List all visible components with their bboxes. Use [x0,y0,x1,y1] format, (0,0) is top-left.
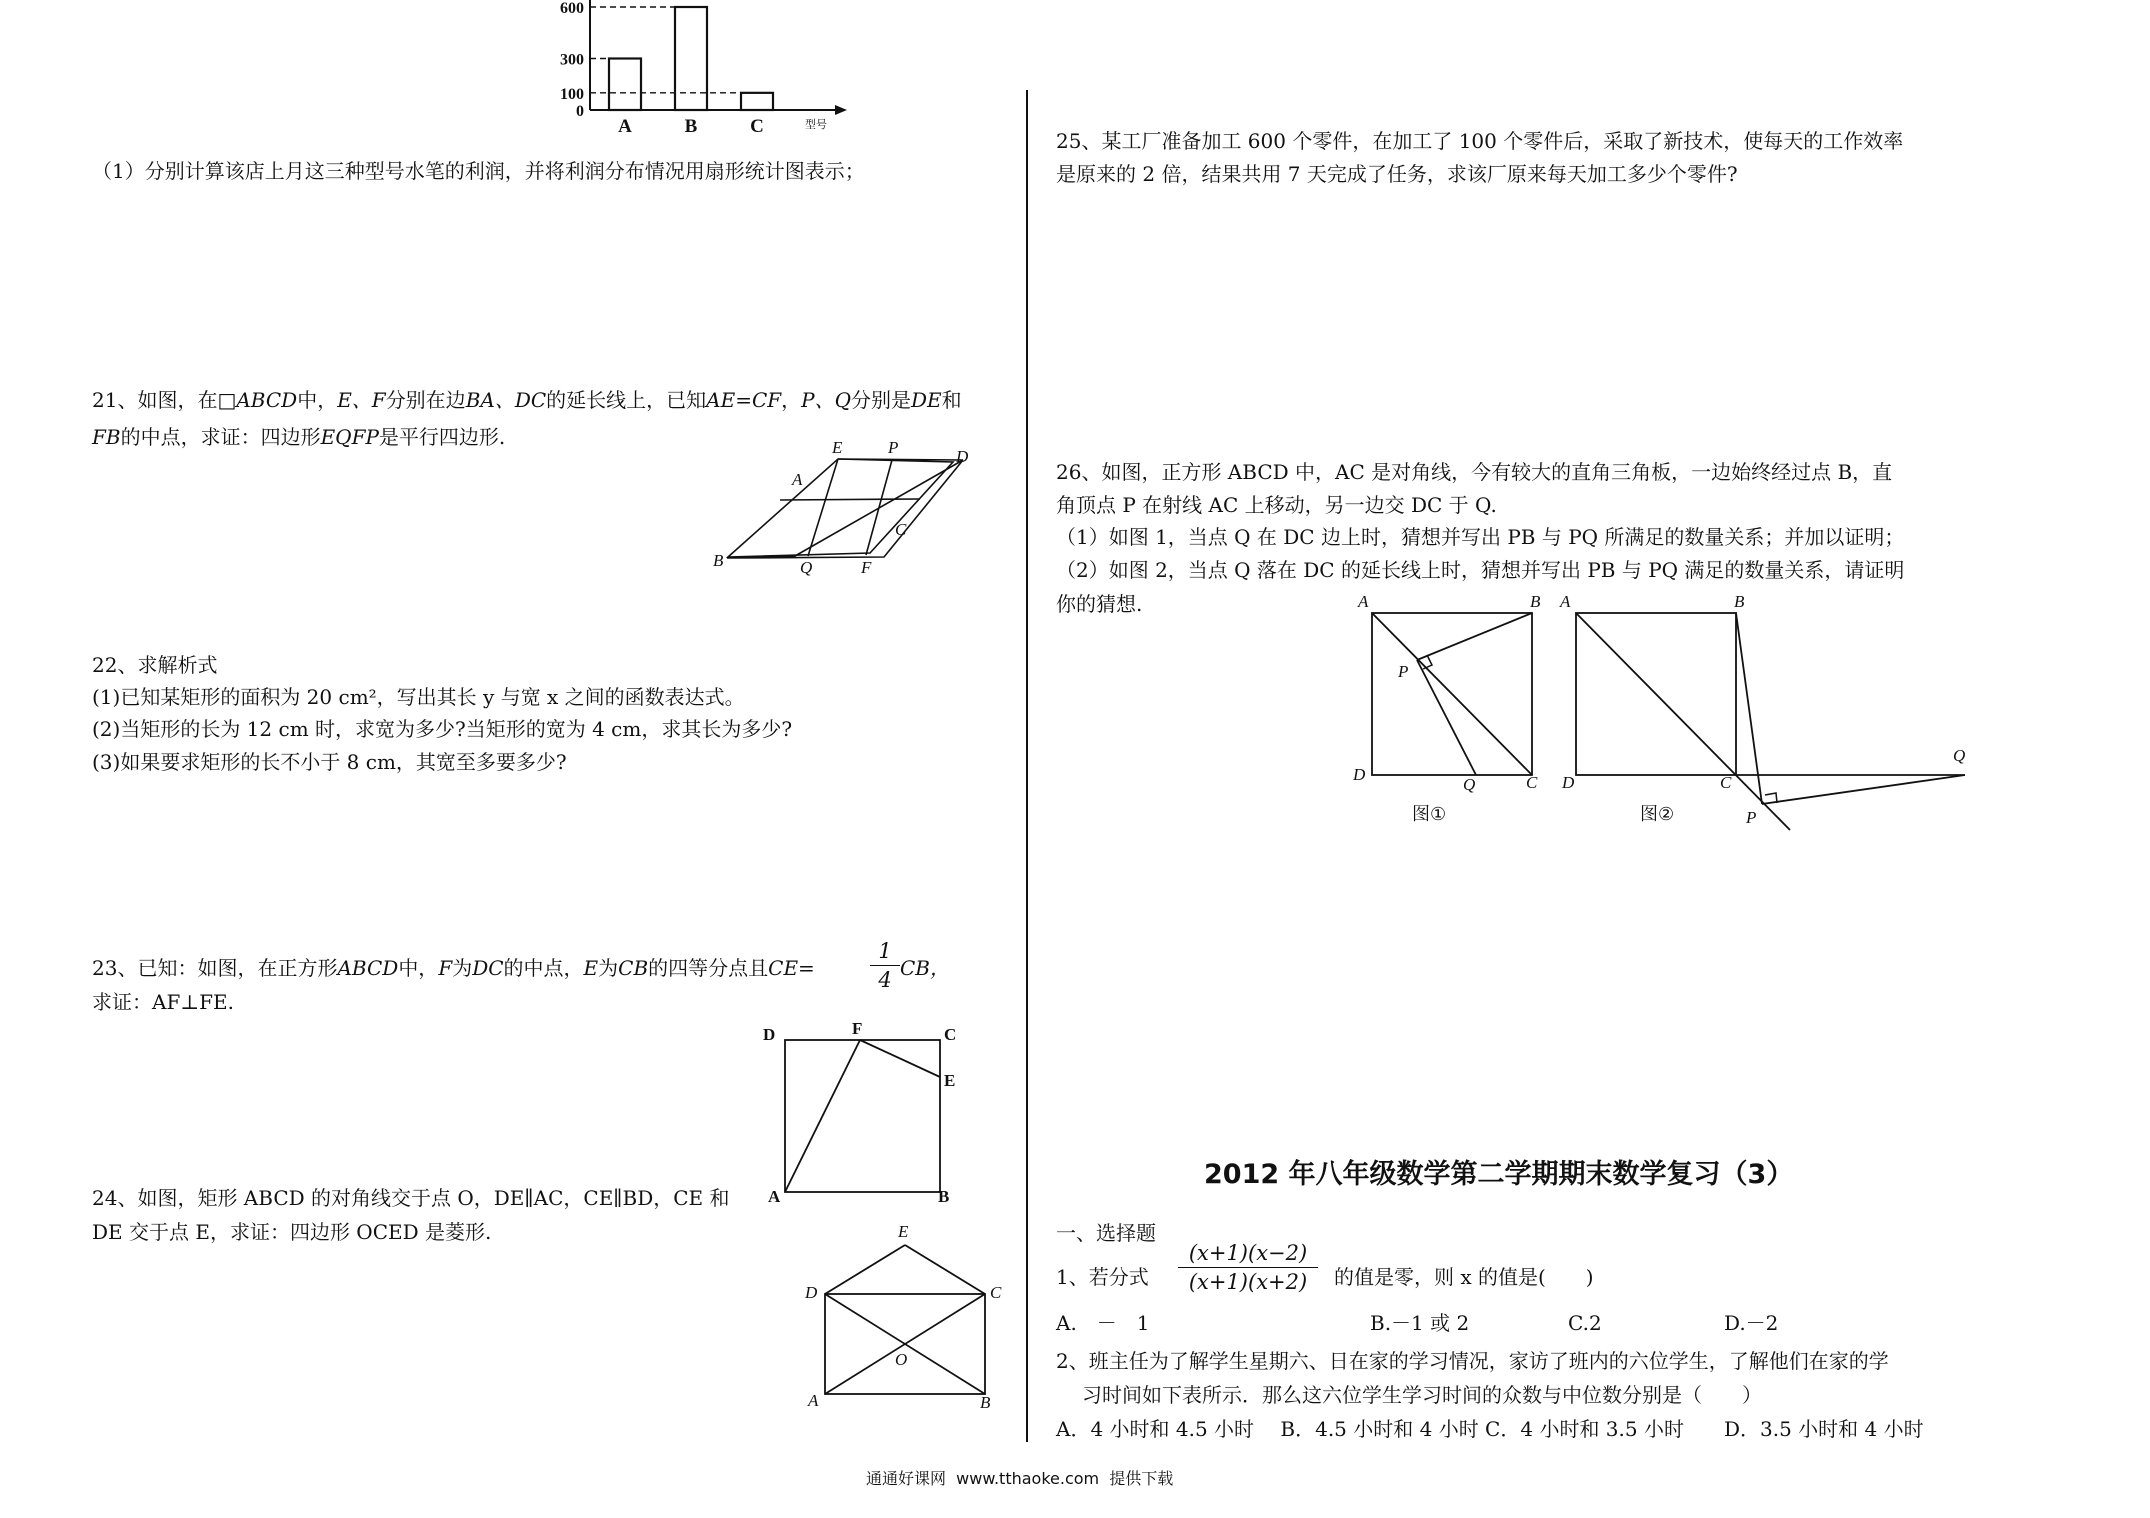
label-F: F [861,558,872,577]
label-D: D [1562,773,1575,792]
q23-line2: 求证：AF⊥FE. [92,990,234,1014]
q21-parallelogram [727,460,963,558]
label-P: P [1746,808,1757,827]
q26-line3: （1）如图 1，当点 Q 在 DC 边上时，猜想并写出 PB 与 PQ 所满足的数量关系；并加以证明； [1056,525,1905,549]
q22-item1: (1)已知某矩形的面积为 20 cm²，写出其长 y 与宽 x 之间的函数表达式。 [92,685,745,709]
profit-bar-chart [545,0,865,140]
label-A: A [808,1391,819,1410]
q21-line2: FB的中点，求证：四边形EQFP是平行四边形. [92,425,506,449]
label-D: D [1353,765,1366,784]
q22-title: 22、求解析式 [92,653,218,677]
q25-line2: 是原来的 2 倍，结果共用 7 天完成了任务，求该厂原来每天加工多少个零件? [1056,162,1738,186]
q1-option-b: B.－1 或 2 [1370,1311,1470,1335]
label-C: C [944,1025,957,1044]
label-B: B [980,1393,991,1412]
label-A: A [792,470,803,489]
label-Q: Q [1953,746,1966,765]
q24-line2: DE 交于点 E，求证：四边形 OCED 是菱形. [92,1220,492,1244]
q23-square [785,1040,940,1192]
label-D: D [956,447,969,466]
bar-B [675,7,707,110]
q23-figure [760,1020,960,1210]
category-label-A: A [618,116,632,137]
fig1-caption: 图① [1412,804,1447,825]
label-C: C [1720,773,1732,792]
label-B: B [713,551,724,570]
label-C: C [990,1283,1002,1302]
label-Q: Q [1463,775,1476,794]
q23-fraction: $\frac{1}{4}$ [870,937,900,994]
category-label-C: C [750,116,764,137]
q26-line5: 你的猜想. [1056,592,1143,616]
exam-title: 2012 年八年级数学第二学期期末数学复习（3） [1204,1159,1794,1190]
q21-parallelogram-abcd [728,459,953,557]
label-E: E [898,1222,909,1241]
label-B: B [1530,592,1541,611]
label-O: O [895,1350,908,1369]
q26-line4: （2）如图 2，当点 Q 落在 DC 的延长线上时，猜想并写出 PB 与 PQ 满足的数量关系，请证明 [1056,558,1905,582]
fig2-caption: 图② [1640,804,1675,825]
q1-option-c: C.2 [1568,1311,1602,1335]
q24-figure [800,1220,1000,1410]
q23-cb: CB， [900,956,950,980]
q26-line1: 26、如图，正方形 ABCD 中，AC 是对角线，今有较大的直角三角板，一边始终经过点 B，直 [1056,460,1893,484]
q20-part1-text: （1）分别计算该店上月这三种型号水笔的利润，并将利润分布情况用扇形统计图表示； [92,159,865,183]
q26-figure-1 [1350,590,1560,840]
y-tick-label-100: 100 [560,85,584,103]
q1-prefix: 1、若分式 [1056,1265,1149,1289]
label-D: D [805,1283,818,1302]
label-B: B [1734,592,1745,611]
category-label-B: B [684,116,698,137]
footer-source: 通通好课网 www.tthaoke.com 提供下载 [866,1469,1174,1488]
label-P: P [1398,662,1409,681]
bar-C [741,93,773,110]
q24-line1: 24、如图，矩形 ABCD 的对角线交于点 O，DE∥AC，CE∥BD，CE 和 [92,1186,730,1210]
label-F: F [852,1019,863,1038]
label-A: A [768,1187,781,1206]
y-tick-label-300: 300 [560,51,584,69]
q21-figure [713,438,980,580]
q2-line1: 2、班主任为了解学生星期六、日在家的学习情况，家访了班内的六位学生，了解他们在家的学 [1056,1349,1889,1373]
y-tick-label-600: 600 [560,0,584,17]
label-D: D [763,1025,776,1044]
column-divider [1026,90,1028,1442]
x-axis-arrow [835,105,847,115]
q22-item2: (2)当矩形的长为 12 cm 时，求宽为多少?当矩形的宽为 4 cm，求其长为多少? [92,717,793,741]
q21-line1: 21、如图，在□ABCD中，E、F分别在边BA、DC的延长线上，已知AE=CF，P、Q分别是DE和 [92,388,962,412]
label-P: P [888,438,899,457]
q23-line1: 23、已知：如图，在正方形ABCD中，F为DC的中点，E为CB的四等分点且CE= [92,956,815,980]
label-C: C [1526,773,1538,792]
y-tick-label-0: 0 [576,103,584,120]
label-A: A [1560,592,1571,611]
q1-suffix: 的值是零，则 x 的值是( ) [1334,1265,1594,1289]
label-B: B [938,1187,950,1206]
label-C: C [895,520,907,539]
q1-fraction: $\frac{(x+1)(x-2)}{(x+1)(x+2)}$ [1178,1239,1318,1296]
label-E: E [944,1071,956,1090]
section-choice-title: 一、选择题 [1056,1221,1156,1245]
q1-option-d: D.－2 [1724,1311,1779,1335]
x-axis-label: 型号 [805,119,827,131]
label-E: E [832,438,843,457]
q2-options: A．4 小时和 4.5 小时 B．4.5 小时和 4 小时 C．4 小时和 3.5 小时 D．3.5 小时和 4 小时 [1056,1417,1924,1441]
q25-line1: 25、某工厂准备加工 600 个零件，在加工了 100 个零件后，采取了新技术，使每天的工作效率 [1056,129,1904,153]
q26-figure-2 [1550,590,1990,840]
label-Q: Q [800,558,813,577]
q2-line2: 习时间如下表所示．那么这六位学生学习时间的众数与中位数分别是（ ） [1082,1383,1762,1407]
q22-item3: (3)如果要求矩形的长不小于 8 cm，其宽至多要多少? [92,750,567,774]
label-A: A [1358,592,1369,611]
bar-A [609,59,641,111]
q26-line2: 角顶点 P 在射线 AC 上移动，另一边交 DC 于 Q. [1056,493,1497,517]
q1-option-a: A. － 1 [1056,1311,1150,1335]
